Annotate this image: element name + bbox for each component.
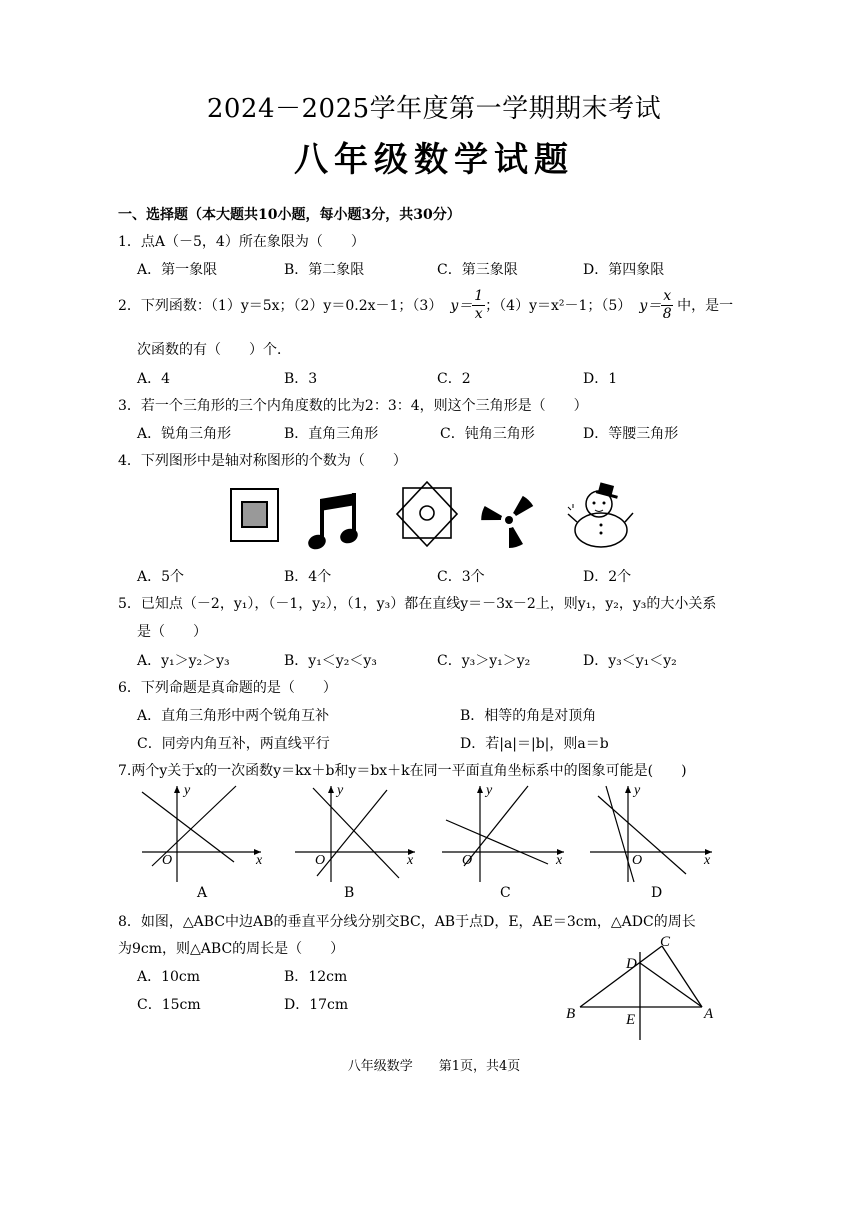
q2-stem-a: 2．下列函数：（1）y＝5x；（2）y＝0.2x－1；（3） xyxy=(118,297,443,314)
q4-option-b: B．4个 xyxy=(284,569,332,585)
q2-y-eq: y＝ xyxy=(450,297,473,314)
q2-y-eq-2: y＝ xyxy=(639,297,662,314)
q5-option-a: A．y₁＞y₂＞y₃ xyxy=(137,653,230,669)
svg-text:y: y xyxy=(486,783,493,798)
diamond-square-circle-figure xyxy=(392,484,462,548)
q8-stem-2: 为9cm，则△ABC的周长是（ ） xyxy=(118,941,345,957)
q1-option-d: D．第四象限 xyxy=(583,262,665,278)
q8-option-b: B．12cm xyxy=(284,969,348,985)
svg-text:x: x xyxy=(704,853,711,868)
q3-option-c: C．钝角三角形 xyxy=(440,426,535,442)
q2-option-c: C．2 xyxy=(437,371,471,387)
q6-option-b: B．相等的角是对顶角 xyxy=(460,708,597,724)
q2-fraction-2: $\frac{x}{8}$ xyxy=(662,288,672,322)
section-heading: 一、选择题（本大题共10小题，每小题3分，共30分） xyxy=(118,207,461,223)
q7-graph-c xyxy=(438,782,578,884)
svg-text:y: y xyxy=(337,783,344,798)
q7-label-b: B xyxy=(344,885,355,901)
q7-label-a: A xyxy=(197,885,208,901)
q7-label-d: D xyxy=(651,885,663,901)
q7-graph-d xyxy=(588,782,728,884)
snowman-figure xyxy=(565,480,637,550)
svg-text:D: D xyxy=(626,956,637,972)
svg-text:y: y xyxy=(634,783,641,798)
q2-option-d: D．1 xyxy=(583,371,618,387)
svg-text:x: x xyxy=(556,853,563,868)
q1-stem: 1．点A（－5，4）所在象限为（ ） xyxy=(118,234,365,250)
q8-option-a: A．10cm xyxy=(137,969,201,985)
q2-option-a: A．4 xyxy=(137,371,171,387)
svg-text:E: E xyxy=(626,1012,636,1028)
q7-graph-a xyxy=(136,782,276,884)
q7-label-c: C xyxy=(500,885,511,901)
q2-stem xyxy=(118,288,733,323)
q3-option-d: D．等腰三角形 xyxy=(583,426,679,442)
q4-option-a: A．5个 xyxy=(137,569,185,585)
q3-option-b: B．直角三角形 xyxy=(284,426,379,442)
q5-option-b: B．y₁＜y₂＜y₃ xyxy=(284,653,377,669)
q5-stem-2: 是（ ） xyxy=(137,624,207,640)
q7-stem: 7.两个y关于x的一次函数y＝kx＋b和y＝bx＋k在同一平面直角坐标系中的图象可能是( ) xyxy=(118,763,687,779)
q1-option-c: C．第三象限 xyxy=(437,262,518,278)
q2-stem-b: ；（4）y＝x²－1；（5） xyxy=(485,297,632,314)
svg-text:B: B xyxy=(566,1006,576,1022)
q1-option-b: B．第二象限 xyxy=(284,262,365,278)
svg-text:y: y xyxy=(184,783,191,798)
q8-option-c: C．15cm xyxy=(137,997,201,1013)
q5-option-c: C．y₃＞y₁＞y₂ xyxy=(437,653,531,669)
q3-stem: 3．若一个三角形的三个内角度数的比为2：3：4，则这个三角形是（ ） xyxy=(118,398,588,414)
svg-text:O: O xyxy=(632,853,643,868)
q4-option-d: D．2个 xyxy=(583,569,632,585)
svg-text:O: O xyxy=(162,853,173,868)
q6-option-c: C．同旁内角互补，两直线平行 xyxy=(137,736,330,752)
svg-text:O: O xyxy=(315,853,326,868)
svg-text:x: x xyxy=(256,853,263,868)
q4-stem: 4．下列图形中是轴对称图形的个数为（ ） xyxy=(118,453,407,469)
q2-stem-d: 次函数的有（ ）个． xyxy=(137,342,291,358)
svg-text:A: A xyxy=(704,1006,714,1022)
svg-text:x: x xyxy=(407,853,414,868)
q2-option-b: B．3 xyxy=(284,371,318,387)
q2-fraction-1: $\frac{1}{x}$ xyxy=(474,288,484,322)
q2-stem-c: 中，是一 xyxy=(677,297,734,314)
q8-triangle-figure xyxy=(560,930,730,1045)
q5-stem: 5．已知点（－2，y₁），（－1，y₂），（1，y₃）都在直线y＝－3x－2上，则y₁，y₂，y₃的大小关系 xyxy=(118,596,717,612)
exam-title: 2024－2025学年度第一学期期末考试 xyxy=(206,94,662,124)
q6-option-a: A．直角三角形中两个锐角互补 xyxy=(137,708,330,724)
q6-stem: 6．下列命题是真命题的是（ ） xyxy=(118,680,337,696)
q5-option-d: D．y₃＜y₁＜y₂ xyxy=(583,653,677,669)
svg-text:O: O xyxy=(462,853,473,868)
square-in-square-figure xyxy=(230,488,280,544)
q8-stem: 8．如图，△ABC中边AB的垂直平分线分别交BC，AB于点D，E，AE＝3cm，△ADC的周长 xyxy=(118,914,696,930)
svg-text:C: C xyxy=(660,934,671,950)
q3-option-a: A．锐角三角形 xyxy=(137,426,232,442)
radiation-symbol-figure xyxy=(480,490,540,550)
music-note-figure xyxy=(308,491,364,553)
page-footer: 八年级数学 第1页，共4页 xyxy=(347,1059,521,1074)
q7-graph-b xyxy=(291,782,431,884)
page-title: 八年级数学试题 xyxy=(294,140,574,180)
q8-option-d: D．17cm xyxy=(284,997,349,1013)
q1-option-a: A．第一象限 xyxy=(137,262,218,278)
q4-option-c: C．3个 xyxy=(437,569,485,585)
q6-option-d: D．若|a|＝|b|，则a＝b xyxy=(460,736,609,752)
